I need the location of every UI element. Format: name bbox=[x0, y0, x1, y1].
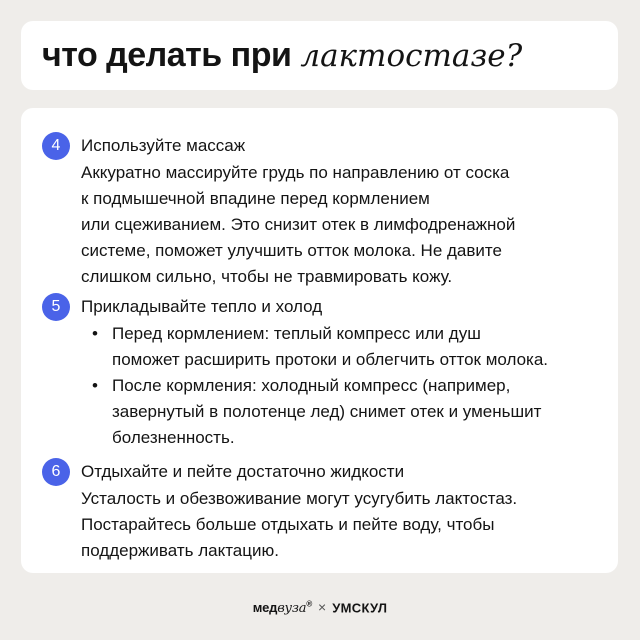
title-card bbox=[21, 21, 618, 90]
page-title bbox=[42, 34, 522, 77]
tip-title: Используйте массаж bbox=[81, 136, 246, 155]
cross-separator: × bbox=[318, 599, 327, 616]
bullet-item: • После кормления: холодный компресс (например, завернутый в полотенце лед) снимет отек и уменьшит болезненность. bbox=[92, 373, 592, 451]
umskul-logo: УМСКУЛ bbox=[332, 600, 388, 616]
content-card bbox=[21, 108, 618, 573]
tip-title: Прикладывайте тепло и холод bbox=[81, 297, 323, 316]
bullet-item: • Перед кормлением: теплый компресс или душ поможет расширить протоки и облегчить отток молока. bbox=[92, 321, 592, 373]
title-italic: лактостазе? bbox=[300, 38, 523, 74]
tip-bullet-list bbox=[92, 321, 592, 451]
brand-italic: вуза bbox=[277, 601, 307, 617]
medvuza-logo bbox=[253, 600, 312, 615]
tip-text: Усталость и обезвоживание могут усугубить лактостаз. Постарайтесь больше отдыхать и пейте воду, чтобы поддерживать лактацию. bbox=[81, 489, 518, 560]
footer-brands bbox=[0, 593, 640, 617]
brand-plain: мед bbox=[252, 600, 278, 616]
tip-text: Аккуратно массируйте грудь по направлению от соска к подмышечной впадине перед кормлением или сцеживанием. Это снизит отек в лимфодренажной системе, поможет улучшить отток молока. Не давите слишком сильно, чтобы не травмировать кожу. bbox=[81, 163, 516, 286]
tip-title: Отдыхайте и пейте достаточно жидкости bbox=[81, 462, 405, 481]
step-number-badge: 5 bbox=[42, 293, 70, 321]
step-number-badge: 6 bbox=[42, 458, 70, 486]
registered-mark: ® bbox=[306, 600, 313, 609]
title-plain: что делать при bbox=[42, 36, 292, 74]
step-number-badge: 4 bbox=[42, 132, 70, 160]
